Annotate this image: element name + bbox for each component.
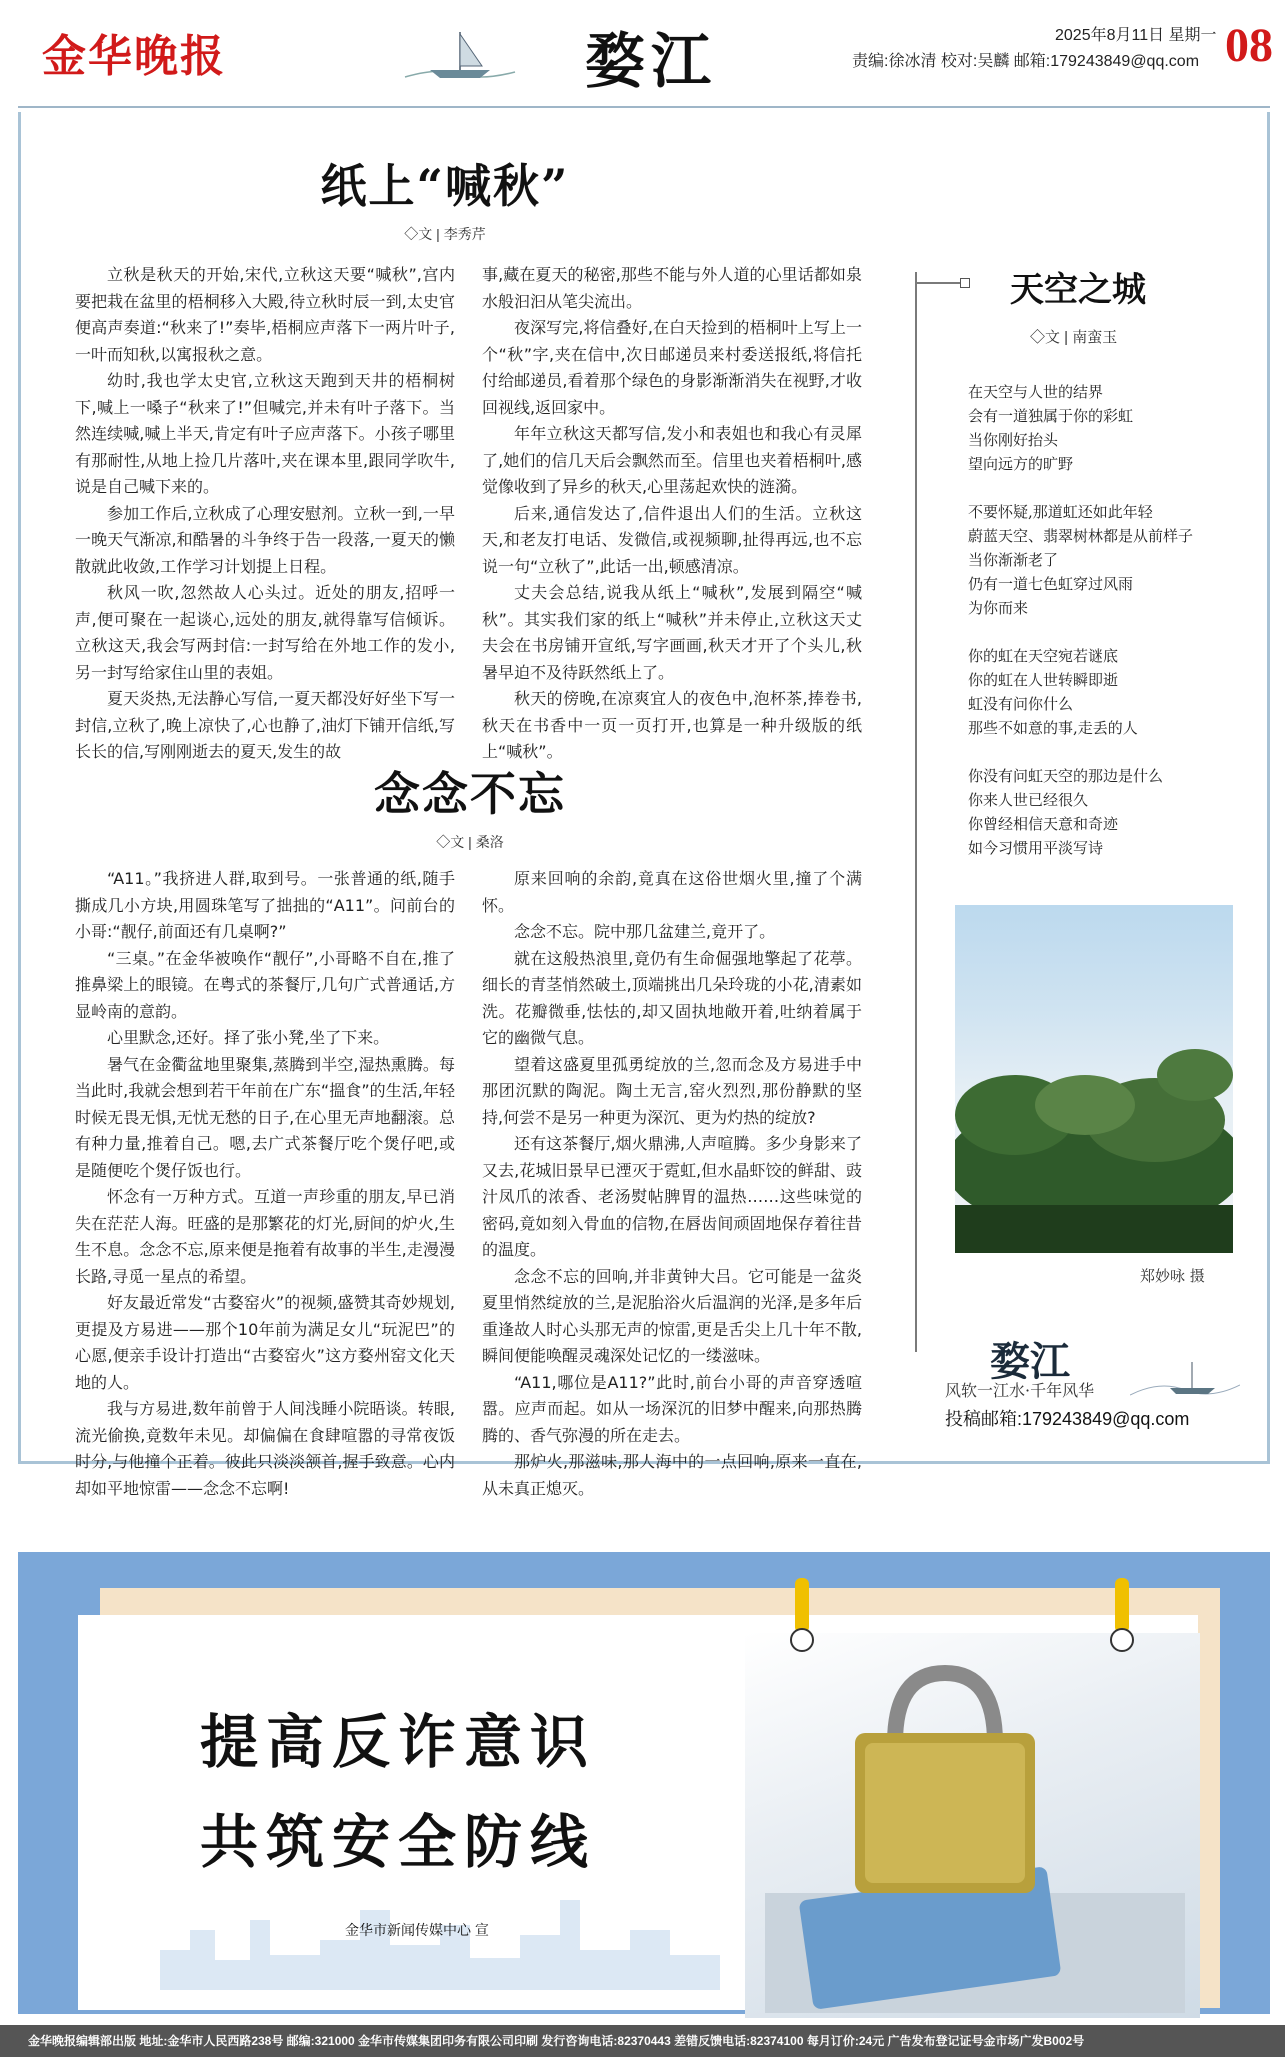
column-logo-boat-icon [1130, 1350, 1240, 1410]
poem-line: 会有一道独属于你的彩虹 [968, 407, 1134, 425]
paragraph: 丈夫会总结,说我从纸上“喊秋”,发展到隔空“喊秋”。其实我们家的纸上“喊秋”并未停止,立秋这天丈夫会在书房铺开宣纸,写字画画,秋天才开了个头儿,秋暑早迫不及待跃然纸上了。 [482, 583, 862, 682]
photo-credit: 郑妙咏 摄 [1140, 1267, 1205, 1285]
paragraph: 我与方易进,数年前曾于人间浅睡小院晤谈。转眼,流光偷换,竟数年未见。却偏偏在食肆喧嚣的寻常夜饭时分,与他撞个正着。彼此只淡淡颔首,握手致意。心内却如平地惊雷——念念不忘啊! [75, 1399, 455, 1498]
paragraph: “A11,哪位是A11?”此时,前台小哥的声音穿透喧嚣。应声而起。如从一场深沉的旧梦中醒来,向那热腾腾的、香气弥漫的所在走去。 [482, 1372, 862, 1445]
paragraph: 夜深写完,将信叠好,在白天捡到的梧桐叶上写上一个“秋”字,夹在信中,次日邮递员来村委送报纸,将信托付给邮递员,看着那个绿色的身影渐渐消失在视野,才收回视线,返回家中。 [482, 318, 862, 417]
ad-headline-1: 提高反诈意识 [200, 1708, 597, 1776]
boat-sketch-icon [400, 22, 520, 92]
masthead-logo: 金华晚报 [42, 31, 226, 82]
poem-line: 望向远方的旷野 [968, 455, 1074, 473]
paragraph: 秋天的傍晚,在凉爽宜人的夜色中,泡杯茶,捧卷书,秋天在书香中一页一页打开,也算是一种升级版的纸上“喊秋”。 [482, 689, 862, 761]
padlock-card-photo [745, 1633, 1200, 2018]
poem-line: 仍有一道七色虹穿过风雨 [968, 575, 1134, 593]
poem-line: 你的虹在人世转瞬即逝 [968, 671, 1119, 689]
article-2-title: 念念不忘 [374, 767, 566, 821]
publication-date: 2025年8月11日 星期一 [1055, 27, 1217, 44]
paragraph: 参加工作后,立秋成了心理安慰剂。立秋一到,一早一晚天气渐凉,和酷暑的斗争终于告一段落,一夏天的懒散就此收敛,工作学习计划提上日程。 [75, 503, 455, 576]
tree-sky-photo [955, 905, 1233, 1253]
poem-stanza [968, 644, 1228, 740]
poem-line: 虹没有问你什么 [968, 695, 1074, 713]
paragraph: 怀念有一万种方式。互道一声珍重的朋友,早已消失在茫茫人海。旺盛的是那繁花的灯光,厨间的炉火,生生不息。念念不忘,原来便是拖着有故事的半生,走漫漫长路,寻觅一星点的希望。 [75, 1187, 455, 1286]
article-1-column-1 [75, 262, 455, 766]
poem-line: 你来人世已经很久 [968, 791, 1089, 809]
tree-foliage-icon [955, 905, 1233, 1253]
paragraph: 还有这茶餐厅,烟火鼎沸,人声喧腾。多少身影来了又去,花城旧景早已湮灭于霓虹,但水晶虾饺的鲜甜、豉汁凤爪的浓香、老汤熨帖脾胃的温热……这些味觉的密码,竟如刻入骨血的信物,在唇齿间顽固地保存着往昔的温度。 [482, 1134, 862, 1259]
paragraph: 立秋是秋天的开始,宋代,立秋这天要“喊秋”,宫内要把栽在盆里的梧桐移入大殿,待立秋时辰一到,太史官便高声奏道:“秋来了!”奏毕,梧桐应声落下一两片叶子,一叶而知秋,以寓报秋之意。 [75, 265, 455, 364]
paragraph: 幼时,我也学太史官,立秋这天跑到天井的梧桐树下,喊上一嗓子“秋来了!”但喊完,并未有叶子落下。当然连续喊,喊上半天,肯定有叶子应声落下。小孩子哪里有那耐性,从地上捡几片落叶,夹在课本里,跟同学吹牛,说是自己喊下来的。 [75, 371, 455, 496]
poem-line: 那些不如意的事,走丢的人 [968, 719, 1138, 737]
paragraph: 年年立秋这天都写信,发小和表姐也和我心有灵犀了,她们的信几天后会飘然而至。信里也夹着梧桐叶,感觉像收到了异乡的秋天,心里荡起欢快的涟漪。 [482, 424, 862, 496]
ad-sponsor: 金华市新闻传媒中心 宣 [345, 1922, 489, 1938]
poem-divider-line [915, 272, 917, 1352]
poem-line: 如今习惯用平淡写诗 [968, 839, 1104, 857]
ad-headline-2: 共筑安全防线 [200, 1808, 597, 1876]
padlock-icon [745, 1633, 1200, 2018]
paragraph: 夏天炎热,无法静心写信,一夏天都没好好坐下写一封信,立秋了,晚上凉快了,心也静了,油灯下铺开信纸,写长长的信,写刚刚逝去的夏天,发生的故 [75, 689, 455, 761]
poem-stanza [968, 764, 1228, 860]
poem-line: 在天空与人世的结界 [968, 383, 1104, 401]
poem-byline: ◇文 | 南蛮玉 [1030, 329, 1118, 346]
submission-email: 投稿邮箱:179243849@qq.com [945, 1409, 1190, 1429]
paragraph: “A11。”我挤进人群,取到号。一张普通的纸,随手撕成几小方块,用圆珠笔写了拙拙的“A11”。问前台的小哥:“靓仔,前面还有几桌啊?” [75, 869, 455, 941]
paragraph: 望着这盛夏里孤勇绽放的兰,忽而念及方易进手中那团沉默的陶泥。陶土无言,窑火烈烈,那份静默的坚持,何尝不是另一种更为深沉、更为灼热的绽放? [482, 1054, 862, 1127]
paragraph: 念念不忘。院中那几盆建兰,竟开了。 [514, 922, 776, 941]
article-2-column-2 [482, 866, 862, 1502]
poem-line: 蔚蓝天空、翡翠树林都是从前样子 [968, 527, 1194, 545]
paragraph: 那炉火,那滋味,那人海中的一点回响,原来一直在,从未真正熄灭。 [482, 1452, 862, 1498]
section-title: 婺江 [585, 27, 717, 97]
paragraph: 后来,通信发达了,信件退出人们的生活。立秋这天,和老友打电话、发微信,或视频聊,扯得再远,也不忘说一句“立秋了”,此话一出,顿感清凉。 [482, 503, 862, 576]
paragraph: 原来回响的余韵,竟真在这俗世烟火里,撞了个满怀。 [482, 869, 862, 915]
paragraph: “三桌。”在金华被唤作“靓仔”,小哥略不自在,推了推鼻梁上的眼镜。在粤式的茶餐厅,几句广式普通话,方显岭南的意韵。 [75, 948, 455, 1021]
article-1-byline: ◇文 | 李秀芹 [404, 226, 486, 242]
poem-divider-tick [915, 282, 965, 284]
paragraph: 心里默念,还好。择了张小凳,坐了下来。 [107, 1028, 390, 1047]
article-1-title: 纸上“喊秋” [320, 159, 570, 213]
paragraph: 事,藏在夏天的秘密,那些不能与外人道的心里话都如泉水般汩汩从笔尖流出。 [482, 265, 862, 311]
poem-line: 你曾经相信天意和奇迹 [968, 815, 1119, 833]
poem-stanza [968, 380, 1228, 476]
poem-line: 你的虹在天空宛若谜底 [968, 647, 1119, 665]
column-logo-name: 婺江 [990, 1338, 1070, 1385]
footer-imprint: 金华晚报编辑部出版 地址:金华市人民西路238号 邮编:321000 金华市传媒集团印务有限公司印刷 发行咨询电话:82370443 差错反馈电话:82374100 每月订价:24元 广告发布登记证号金市场广发B002号 [28, 2034, 1085, 2048]
poem-title: 天空之城 [1010, 270, 1146, 310]
article-1-column-2 [482, 262, 862, 766]
editors-line: 责编:徐冰清 校对:吴麟 邮箱:179243849@qq.com [852, 53, 1200, 70]
poem-stanza [968, 500, 1228, 620]
page-number: 08 [1225, 19, 1273, 72]
article-2-byline: ◇文 | 桑洛 [436, 834, 504, 850]
poem-line: 你没有问虹天空的那边是什么 [968, 767, 1164, 785]
paragraph: 好友最近常发“古婺窑火”的视频,盛赞其奇妙规划,更提及方易进——那个10年前为满足女儿“玩泥巴”的心愿,便亲手设计打造出“古婺窑火”这方婺州窑文化天地的人。 [75, 1293, 455, 1392]
column-logo-slogan: 风软一江水·千年风华 [945, 1381, 1095, 1400]
paragraph: 暑气在金衢盆地里聚集,蒸腾到半空,湿热熏腾。每当此时,我就会想到若干年前在广东“搵食”的生活,年轻时候无畏无惧,无忧无愁的日子,在心里无声地翻滚。总有种力量,推着自己。嗯,去广式茶餐厅吃个煲仔吧,或是随便吃个煲仔饭也行。 [75, 1054, 455, 1180]
paragraph: 念念不忘的回响,并非黄钟大吕。它可能是一盆炎夏里悄然绽放的兰,是泥胎浴火后温润的光泽,是多年后重逢故人时心头那无声的惊雷,更是舌尖上几十年不散,瞬间便能唤醒灵魂深处记忆的一缕滋味。 [482, 1266, 862, 1365]
paragraph: 就在这般热浪里,竟仍有生命倔强地擎起了花葶。细长的青茎悄然破土,顶端挑出几朵玲珑的小花,清素如洗。花瓣微垂,怯怯的,却又固执地敞开着,吐纳着属于它的幽微气息。 [482, 948, 862, 1047]
poem-body [968, 380, 1228, 884]
poem-line: 不要怀疑,那道虹还如此年轻 [968, 503, 1153, 521]
article-2-column-1 [75, 866, 455, 1502]
poem-marker-icon [960, 278, 970, 288]
paragraph: 秋风一吹,忽然故人心头过。近处的朋友,招呼一声,便可聚在一起谈心,远处的朋友,就得靠写信倾诉。立秋这天,我会写两封信:一封写给在外地工作的发小,另一封写给家住山里的表姐。 [75, 583, 455, 682]
poem-line: 当你刚好抬头 [968, 431, 1059, 449]
poem-line: 为你而来 [968, 599, 1029, 617]
binder-rings-icon [785, 1578, 1145, 1658]
poem-line: 当你渐渐老了 [968, 551, 1059, 569]
